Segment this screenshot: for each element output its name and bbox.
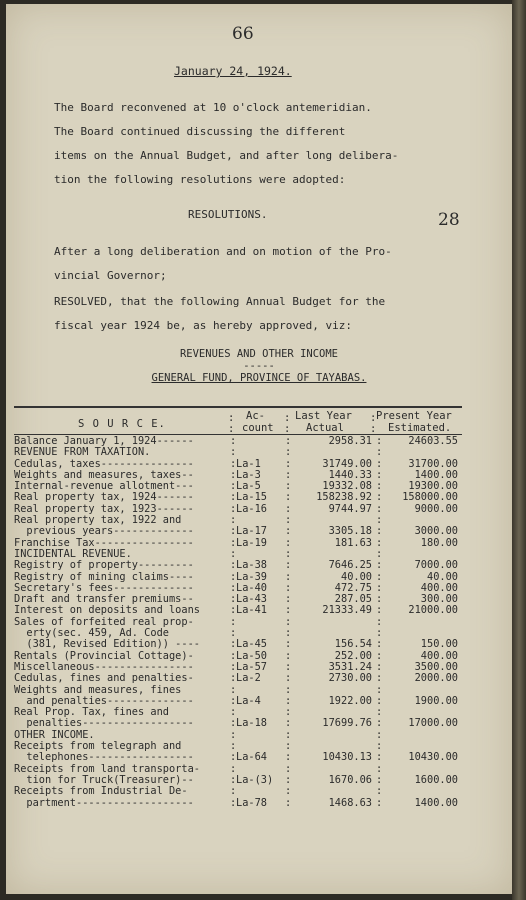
column-separator: :	[230, 559, 237, 572]
column-separator: :	[285, 649, 292, 662]
column-separator: :	[230, 649, 237, 662]
row-present-year: 7000.00	[414, 559, 458, 572]
row-account: La-18	[236, 717, 267, 730]
column-separator: :	[230, 796, 237, 809]
row-account: La-39	[236, 570, 267, 583]
table-row	[14, 798, 462, 809]
column-separator: :	[230, 660, 237, 673]
header-last-year-1: Last Year	[295, 410, 352, 422]
column-separator: :	[285, 581, 292, 594]
table-row	[14, 560, 462, 571]
column-separator: :	[230, 694, 237, 707]
row-source: REVENUE FROM TAXATION.	[14, 446, 151, 459]
row-present-year: 21000.00	[408, 604, 458, 617]
row-last-year: 472.75	[334, 581, 372, 594]
column-separator: :	[230, 785, 237, 798]
row-last-year: 1440.33	[328, 468, 372, 481]
table-row	[14, 752, 462, 763]
column-separator: :	[285, 480, 292, 493]
row-last-year: 9744.97	[328, 502, 372, 515]
row-present-year: 10430.00	[408, 751, 458, 764]
column-separator: :	[285, 491, 292, 504]
column-separator: :	[285, 762, 292, 775]
row-source: Registry of mining claims----	[14, 570, 194, 583]
row-source: tion for Truck(Treasurer)--	[14, 773, 194, 786]
row-present-year: 31700.00	[408, 457, 458, 470]
row-present-year: 400.00	[420, 649, 458, 662]
column-separator: :	[376, 660, 383, 673]
row-present-year: 9000.00	[414, 502, 458, 515]
column-separator: :	[376, 649, 383, 662]
column-separator: :	[230, 435, 237, 447]
column-separator: :	[376, 525, 383, 538]
row-source: Draft and transfer premiums--	[14, 593, 194, 606]
table-row	[14, 447, 462, 458]
column-separator: :	[285, 683, 292, 696]
column-separator: :	[230, 751, 237, 764]
row-last-year: 1922.00	[328, 694, 372, 707]
budget-table-body	[14, 436, 462, 809]
row-last-year: 181.63	[334, 536, 372, 549]
row-account: La-57	[236, 660, 267, 673]
column-separator: :	[230, 491, 237, 504]
column-separator: :	[376, 773, 383, 786]
column-separator: :	[230, 502, 237, 515]
row-present-year: 1900.00	[414, 694, 458, 707]
column-separator: :	[376, 706, 383, 719]
column-separator: :	[376, 502, 383, 515]
row-present-year: 3000.00	[414, 525, 458, 538]
row-source: telephones-----------------	[14, 751, 194, 764]
column-separator: :	[376, 638, 383, 651]
row-account: La-4	[236, 694, 261, 707]
budget-title: REVENUES AND OTHER INCOME	[179, 348, 339, 360]
row-last-year: 31749.00	[322, 457, 372, 470]
row-account: La-40	[236, 581, 267, 594]
column-separator: :	[285, 615, 292, 628]
row-source: Sales of forfeited real prop-	[14, 615, 194, 628]
column-separator: :	[376, 683, 383, 696]
row-present-year: 158000.00	[402, 491, 458, 504]
row-account: La-5	[236, 480, 261, 493]
row-source: Weights and measures, taxes--	[14, 468, 194, 481]
column-separator: :	[376, 457, 383, 470]
header-present-year-2: Estimated.	[388, 422, 452, 434]
column-separator: :	[376, 491, 383, 504]
column-separator: :	[230, 457, 237, 470]
column-separator: :	[230, 536, 237, 549]
row-account: La-16	[236, 502, 267, 515]
column-separator: :	[376, 762, 383, 775]
table-row	[14, 786, 462, 797]
column-separator: :	[376, 446, 383, 459]
budget-dash: -----	[243, 360, 275, 372]
column-separator: :	[376, 672, 383, 685]
row-source: OTHER INCOME.	[14, 728, 95, 741]
table-row	[14, 673, 462, 684]
column-separator: :	[230, 604, 237, 617]
column-separator: :	[230, 570, 237, 583]
row-account: La-50	[236, 649, 267, 662]
column-separator: :	[285, 547, 292, 560]
row-source: penalties------------------	[14, 717, 194, 730]
column-separator: :	[376, 615, 383, 628]
row-source: Real property tax, 1924------	[14, 491, 194, 504]
row-last-year: 19332.08	[322, 480, 372, 493]
row-present-year: 24603.55	[408, 435, 458, 447]
column-separator: :	[285, 694, 292, 707]
header-last-year-2: Actual	[306, 422, 344, 434]
column-separator: :	[376, 796, 383, 809]
column-separator: :	[285, 627, 292, 640]
column-separator: :	[285, 717, 292, 730]
row-source: Interest on deposits and loans	[14, 604, 200, 617]
column-separator: :	[376, 604, 383, 617]
row-source: Receipts from Industrial De-	[14, 785, 188, 798]
book-edge	[512, 0, 526, 900]
column-separator: :	[376, 514, 383, 527]
row-last-year: 10430.13	[322, 751, 372, 764]
column-separator: :	[285, 446, 292, 459]
row-last-year: 2958.31	[328, 435, 372, 447]
row-last-year: 21333.49	[322, 604, 372, 617]
column-separator: :	[285, 785, 292, 798]
date-heading: January 24, 1924.	[174, 64, 292, 78]
row-last-year: 40.00	[341, 570, 372, 583]
column-separator: :	[285, 796, 292, 809]
row-last-year: 2730.00	[328, 672, 372, 685]
row-source: partment-------------------	[14, 796, 194, 809]
column-separator: :	[376, 627, 383, 640]
row-source: Franchise Tax----------------	[14, 536, 194, 549]
column-separator: :	[285, 751, 292, 764]
column-separator: :	[285, 638, 292, 651]
column-separator: :	[230, 762, 237, 775]
column-separator: :	[285, 514, 292, 527]
column-separator: :	[230, 740, 237, 753]
column-separator: :	[230, 468, 237, 481]
column-separator: :	[376, 435, 383, 447]
row-account: La-19	[236, 536, 267, 549]
column-separator: :	[285, 660, 292, 673]
column-separator: :	[376, 559, 383, 572]
row-last-year: 252.00	[334, 649, 372, 662]
column-separator: :	[376, 694, 383, 707]
column-separator: :	[376, 717, 383, 730]
row-source: Cedulas, taxes---------------	[14, 457, 194, 470]
row-source: Real Prop. Tax, fines and	[14, 706, 169, 719]
column-separator: :	[230, 638, 237, 651]
column-separator: :	[285, 536, 292, 549]
row-source: Rentals (Provincial Cottage)-	[14, 649, 194, 662]
column-separator: :	[285, 604, 292, 617]
header-account-2: count	[242, 422, 274, 434]
row-source: (381, Revised Edition)) ----	[14, 638, 200, 651]
row-account: La-78	[236, 796, 267, 809]
row-account: La-3	[236, 468, 261, 481]
paragraph-resolved: RESOLVED, that the following Annual Budget for the fiscal year 1924 be, as hereby approved, viz:	[54, 295, 386, 332]
row-present-year: 40.00	[427, 570, 458, 583]
table-header: S O U R C E. : : Ac- count : : Last Year Actual : : Present Year Estimated.	[78, 410, 452, 435]
row-source: Miscellaneous----------------	[14, 660, 194, 673]
row-last-year: 1468.63	[328, 796, 372, 809]
row-last-year: 3305.18	[328, 525, 372, 538]
row-source: Real property tax, 1923------	[14, 502, 194, 515]
column-separator: :	[376, 570, 383, 583]
row-last-year: 3531.24	[328, 660, 372, 673]
column-separator: :	[285, 773, 292, 786]
row-last-year: 158238.92	[316, 491, 372, 504]
column-separator: :	[285, 457, 292, 470]
column-separator: :	[230, 547, 237, 560]
row-source: Registry of property---------	[14, 559, 194, 572]
column-separator: :	[230, 446, 237, 459]
row-account: La-(3)	[236, 773, 274, 786]
column-separator: :	[285, 672, 292, 685]
row-source: Secretary's fees-------------	[14, 581, 194, 594]
document-page	[6, 4, 512, 894]
page-number: 66	[232, 24, 254, 44]
column-separator: :	[285, 468, 292, 481]
column-separator: :	[285, 559, 292, 572]
row-last-year: 17699.76	[322, 717, 372, 730]
row-present-year: 300.00	[420, 593, 458, 606]
row-present-year: 400.00	[420, 581, 458, 594]
column-separator: :	[230, 480, 237, 493]
column-separator: :	[230, 683, 237, 696]
row-last-year: 156.54	[334, 638, 372, 651]
table-row	[14, 526, 462, 537]
row-source: Cedulas, fines and penalties-	[14, 672, 194, 685]
row-present-year: 2000.00	[414, 672, 458, 685]
column-separator: :	[230, 615, 237, 628]
side-number: 28	[438, 210, 460, 230]
column-separator: :	[230, 627, 237, 640]
column-separator: :	[285, 525, 292, 538]
header-source: S O U R C E.	[78, 418, 166, 430]
paragraph-reconvened: The Board reconvened at 10 o'clock antemeridian.	[54, 101, 372, 114]
row-present-year: 3500.00	[414, 660, 458, 673]
table-row	[14, 639, 462, 650]
row-present-year: 19300.00	[408, 480, 458, 493]
row-source: INCIDENTAL REVENUE.	[14, 547, 132, 560]
column-separator: :	[230, 706, 237, 719]
column-separator: :	[285, 593, 292, 606]
row-present-year: 17000.00	[408, 717, 458, 730]
column-separator: :	[376, 480, 383, 493]
row-account: La-45	[236, 638, 267, 651]
row-account: La-41	[236, 604, 267, 617]
column-separator: :	[230, 773, 237, 786]
row-account: La-17	[236, 525, 267, 538]
paragraph-discussion: The Board continued discussing the different items on the Annual Budget, and after long delibera- tion the following resolutions were adopted:	[54, 125, 399, 186]
header-account-1: Ac-	[246, 410, 265, 422]
column-separator: :	[376, 468, 383, 481]
row-source: erty(sec. 459, Ad. Code	[14, 627, 169, 640]
column-separator: :	[285, 740, 292, 753]
row-account: La-43	[236, 593, 267, 606]
row-source: Real property tax, 1922 and	[14, 514, 182, 527]
header-present-year-1: Present Year	[376, 410, 452, 422]
column-separator: :	[230, 672, 237, 685]
row-present-year: 180.00	[420, 536, 458, 549]
column-separator: :	[285, 728, 292, 741]
row-source: and penalties--------------	[14, 694, 194, 707]
column-separator: :	[285, 435, 292, 447]
column-separator: :	[376, 593, 383, 606]
column-separator: :	[230, 593, 237, 606]
column-separator: :	[376, 785, 383, 798]
row-last-year: 287.05	[334, 593, 372, 606]
row-account: La-2	[236, 672, 261, 685]
column-separator: :	[230, 525, 237, 538]
row-source: Receipts from land transporta-	[14, 762, 200, 775]
row-present-year: 150.00	[420, 638, 458, 651]
column-separator: :	[376, 581, 383, 594]
row-source: Internal-revenue allotment---	[14, 480, 194, 493]
column-separator: :	[285, 502, 292, 515]
row-account: La-64	[236, 751, 267, 764]
row-source: Weights and measures, fines	[14, 683, 182, 696]
row-source: Balance January 1, 1924------	[14, 435, 194, 447]
row-last-year: 7646.25	[328, 559, 372, 572]
column-separator: :	[376, 728, 383, 741]
column-separator: :	[230, 728, 237, 741]
column-separator: :	[376, 751, 383, 764]
budget-subtitle: GENERAL FUND, PROVINCE OF TAYABAS.	[151, 372, 367, 384]
row-account: La-15	[236, 491, 267, 504]
row-last-year: 1670.06	[328, 773, 372, 786]
column-separator: :	[376, 547, 383, 560]
row-source: Receipts from telegraph and	[14, 740, 182, 753]
column-separator: :	[230, 514, 237, 527]
row-present-year: 1600.00	[414, 773, 458, 786]
column-separator: :	[376, 740, 383, 753]
column-separator: :	[230, 581, 237, 594]
column-separator: :	[376, 536, 383, 549]
row-present-year: 1400.00	[414, 468, 458, 481]
row-source: previous years-------------	[14, 525, 194, 538]
paragraph-motion: After a long deliberation and on motion of the Pro- vincial Governor;	[54, 245, 392, 282]
resolutions-heading: RESOLUTIONS.	[188, 208, 268, 221]
row-account: La-1	[236, 457, 261, 470]
column-separator: :	[285, 570, 292, 583]
row-present-year: 1400.00	[414, 796, 458, 809]
column-separator: :	[230, 717, 237, 730]
column-separator: :	[285, 706, 292, 719]
table-top-rule	[14, 406, 462, 408]
row-account: La-38	[236, 559, 267, 572]
